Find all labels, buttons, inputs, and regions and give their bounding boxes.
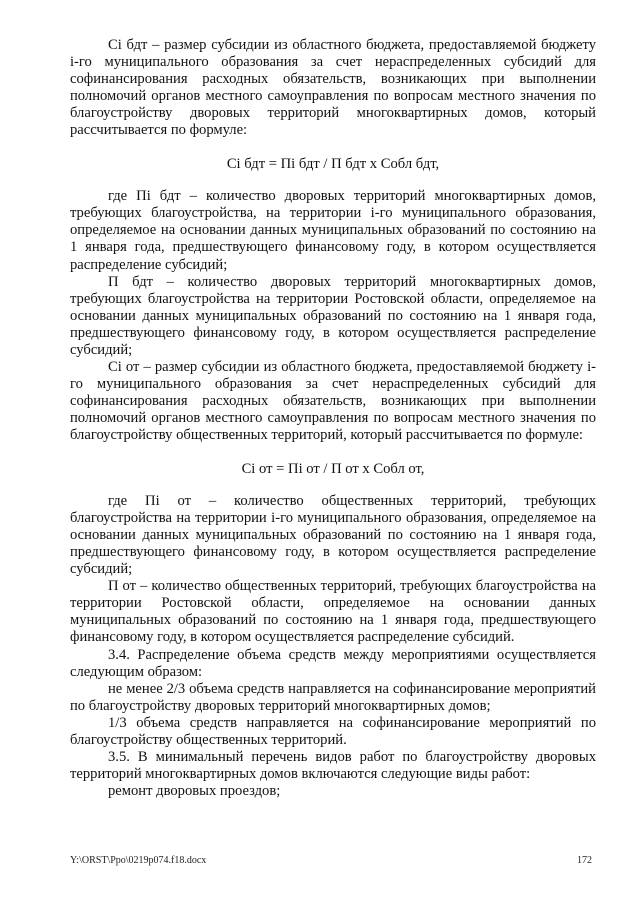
- paragraph-p-bdt-definition: П бдт – количество дворовых территорий многоквартирных домов, требующих благоустройства на территории Ростовской области, определяемое на основании данных муниципальных образований по состоянию на 1 января года, предшествующего финансовому году, в котором осуществляется распределение субсидий;: [70, 273, 596, 358]
- paragraph-section-3-4: 3.4. Распределение объема средств между мероприятиями осуществляется следующим образом:: [70, 646, 596, 680]
- paragraph-pi-bdt-definition: где Пi бдт – количество дворовых территорий многоквартирных домов, требующих благоустройства, на территории i-го муниципального образования, определяемое на основании данных муниципальных образований по состоянию на 1 января года, предшествующего финансовому году, в котором осуществляется распределение субсидий;: [70, 188, 596, 273]
- paragraph-subsidy-public-definition: Сi от – размер субсидии из областного бюджета, предоставляемой бюджету i-го муниципального образования за счет нераспределенных субсидий для софинансирования расходных обязательств, возникающих при выполнении полномочий органов местного самоуправления по вопросам местного значения по благоустройству общественных территорий, который рассчитывается по формуле:: [70, 358, 596, 443]
- paragraph-p-ot-definition: П от – количество общественных территорий, требующих благоустройства на территории Ростовской области, определяемое на основании данных муниципальных образований по состоянию на 1 января года, предшествующего финансовому году, в котором осуществляется распределение субсидий.: [70, 578, 596, 646]
- document-body: [70, 37, 596, 800]
- paragraph-yard-driveway-repair: ремонт дворовых проездов;: [108, 782, 281, 799]
- footer-page-number: 172: [577, 855, 592, 866]
- paragraph-one-third-allocation: 1/3 объема средств направляется на софинансирование мероприятий по благоустройству общественных территорий.: [70, 714, 596, 748]
- footer-file-path: Y:\ORST\Ppo\0219p074.f18.docx: [70, 855, 207, 866]
- formula-subsidy-public: Сi от = Пi от / П от х Собл от,: [241, 461, 425, 478]
- paragraph-pi-ot-definition: где Пi от – количество общественных территорий, требующих благоустройства на территории i-го муниципального образования, определяемое на основании данных муниципальных образований по состоянию на 1 января года, предшествующего финансовому году, в котором осуществляется распределение субсидий;: [70, 493, 596, 578]
- paragraph-two-thirds-allocation: не менее 2/3 объема средств направляется на софинансирование мероприятий по благоустройству дворовых территорий многоквартирных домов;: [70, 680, 596, 714]
- paragraph-subsidy-yards-definition: Сi бдт – размер субсидии из областного бюджета, предоставляемой бюджету i-го муниципального образования за счет нераспределенных субсидий для софинансирования расходных обязательств, возникающих при выполнении полномочий органов местного самоуправления по вопросам местного значения по благоустройству дворовых территорий многоквартирных домов, который рассчитывается по формуле:: [70, 37, 596, 139]
- paragraph-section-3-5: 3.5. В минимальный перечень видов работ по благоустройству дворовых территорий многоквартирных домов включаются следующие виды работ:: [70, 748, 596, 782]
- formula-subsidy-yards: Сi бдт = Пi бдт / П бдт х Собл бдт,: [226, 156, 440, 173]
